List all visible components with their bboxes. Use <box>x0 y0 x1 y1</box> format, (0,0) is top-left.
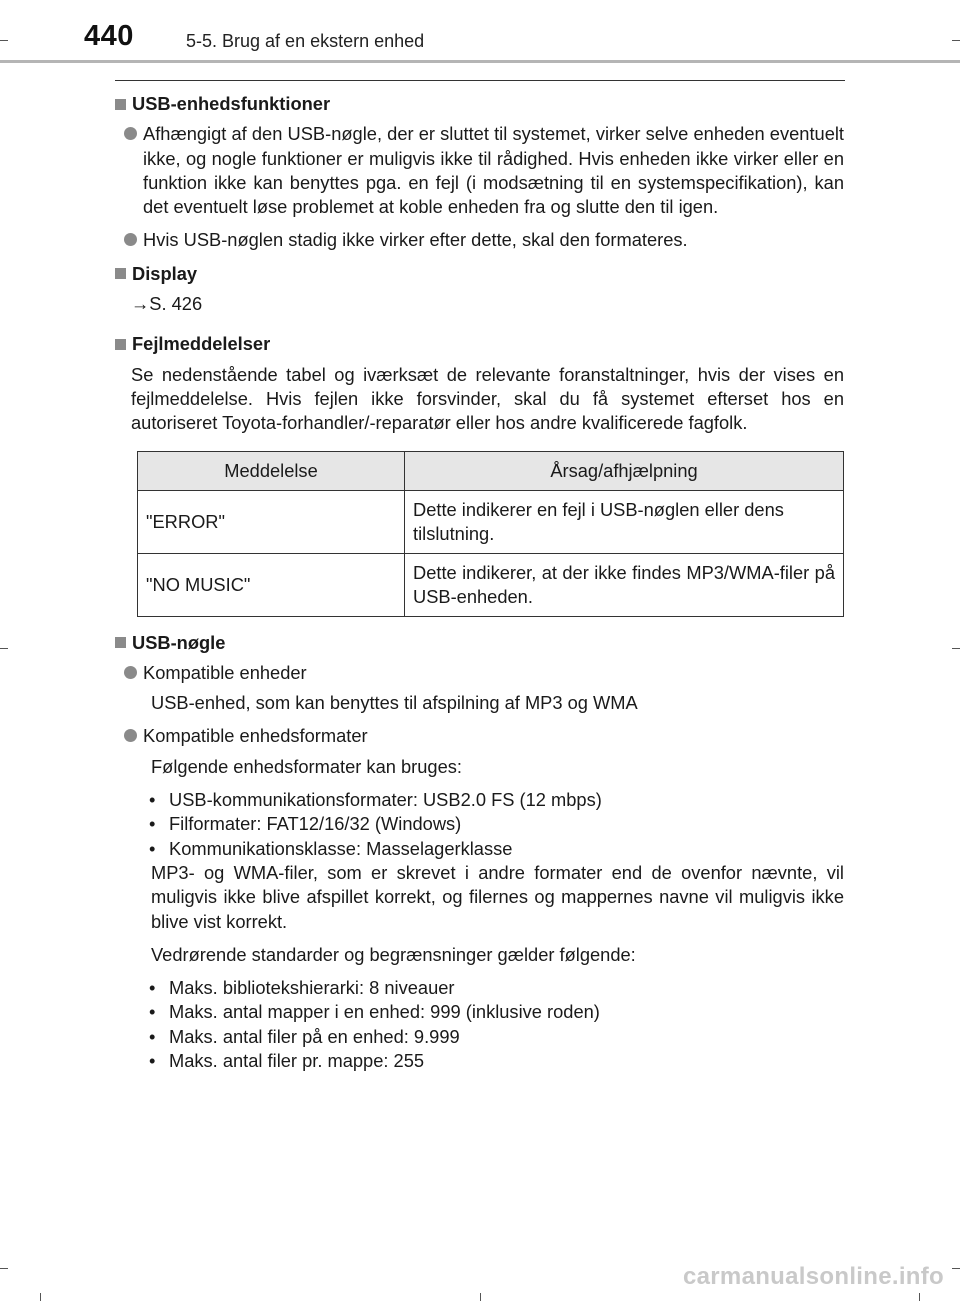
table-cell: "ERROR" <box>138 490 405 553</box>
list-item: • Filformater: FAT12/16/32 (Windows) <box>149 813 462 835</box>
list-item: • USB-kommunikationsformater: USB2.0 FS (12 mbps) <box>149 789 602 811</box>
section-heading-display: Display <box>113 262 844 286</box>
section-heading-errors: Fejlmeddelelser <box>113 332 844 356</box>
crop-mark <box>0 40 8 41</box>
crop-mark <box>919 1293 920 1301</box>
formats-intro: Følgende enhedsformater kan bruges: <box>151 755 462 777</box>
list-item: Kompatible enhedsformater <box>113 724 844 748</box>
crop-mark <box>0 648 8 649</box>
crop-mark <box>40 1293 41 1301</box>
header-divider <box>0 60 960 63</box>
list-item: • Kommunikationsklasse: Masselagerklasse <box>149 837 513 859</box>
column-header-message: Meddelelse <box>138 451 405 490</box>
watermark: carmanualsonline.info <box>683 1263 945 1290</box>
table-row <box>138 490 844 553</box>
formats-list <box>113 788 844 861</box>
table-cell: "NO MUSIC" <box>138 553 405 616</box>
column-header-cause: Årsag/afhjælpning <box>405 451 844 490</box>
circle-bullet-icon <box>124 666 137 679</box>
compatible-devices-text: USB-enhed, som kan benyttes til afspilning af MP3 og WMA <box>151 692 638 714</box>
crop-mark <box>952 648 960 649</box>
list-item: • Maks. antal filer på en enhed: 9.999 <box>149 1025 460 1047</box>
list-item: • Maks. bibliotekshierarki: 8 niveauer <box>149 977 455 999</box>
square-bullet-icon <box>115 99 126 110</box>
page-content <box>113 92 844 1073</box>
circle-bullet-icon <box>124 127 137 140</box>
crop-mark <box>0 1268 8 1269</box>
errors-intro: Se nedenstående tabel og iværksæt de relevante foranstaltninger, hvis der vises en fejlmeddelelse. Hvis fejlen ikke forsvinder, skal du få systemet efterset hos en autoriseret Toyota-forhandler/-reparatør eller hos andre kvalificerede fagfolk. <box>131 363 844 434</box>
page-reference: →S. 426 <box>131 293 203 315</box>
section-heading-usb-key: USB-nøgle <box>113 631 844 655</box>
circle-bullet-icon <box>124 233 137 246</box>
limits-list <box>113 976 844 1073</box>
table-cell: Dette indikerer en fejl i USB-nøglen eller dens tilslutning. <box>405 490 844 553</box>
page-header <box>0 0 960 62</box>
square-bullet-icon <box>115 637 126 648</box>
section-divider <box>115 80 845 81</box>
crop-mark <box>952 1268 960 1269</box>
chapter-title: 5-5. Brug af en ekstern enhed <box>186 31 425 51</box>
crop-mark <box>952 40 960 41</box>
square-bullet-icon <box>115 268 126 279</box>
list-item: Kompatible enheder <box>113 661 844 685</box>
list-item: • Maks. antal filer pr. mappe: 255 <box>149 1050 425 1072</box>
square-bullet-icon <box>115 339 126 350</box>
limits-intro: Vedrørende standarder og begrænsninger gælder følgende: <box>151 943 636 965</box>
page-number: 440 <box>84 20 134 52</box>
crop-mark <box>480 1293 481 1301</box>
formats-note: MP3- og WMA-filer, som er skrevet i andre formater end de ovenfor nævnte, vil muligvis ikke blive afspillet korrekt, og filernes og mappernes navne vil muligvis ikke blive vist korrekt. <box>151 861 844 932</box>
error-table <box>137 451 844 617</box>
list-item: • Maks. antal mapper i en enhed: 999 (inklusive roden) <box>149 1001 600 1023</box>
list-item: Hvis USB-nøglen stadig ikke virker efter dette, skal den formateres. <box>113 228 844 252</box>
circle-bullet-icon <box>124 729 137 742</box>
section-heading-usb-functions: USB-enhedsfunktioner <box>113 92 844 116</box>
table-cell: Dette indikerer, at der ikke findes MP3/WMA-filer på USB-enheden. <box>405 553 844 616</box>
list-item: Afhængigt af den USB-nøgle, der er sluttet til systemet, virker selve enheden eventuelt ikke, og nogle funktioner er muligvis ikke til rådighed. Hvis enheden ikke virker eller en funktion ikke kan benyttes pga. en fejl (i modsætning til en systemspecifikation), kan det eventuelt løse problemet at koble enheden fra og slutte den til igen. <box>113 122 844 219</box>
table-header-row <box>138 451 844 490</box>
table-row <box>138 553 844 616</box>
